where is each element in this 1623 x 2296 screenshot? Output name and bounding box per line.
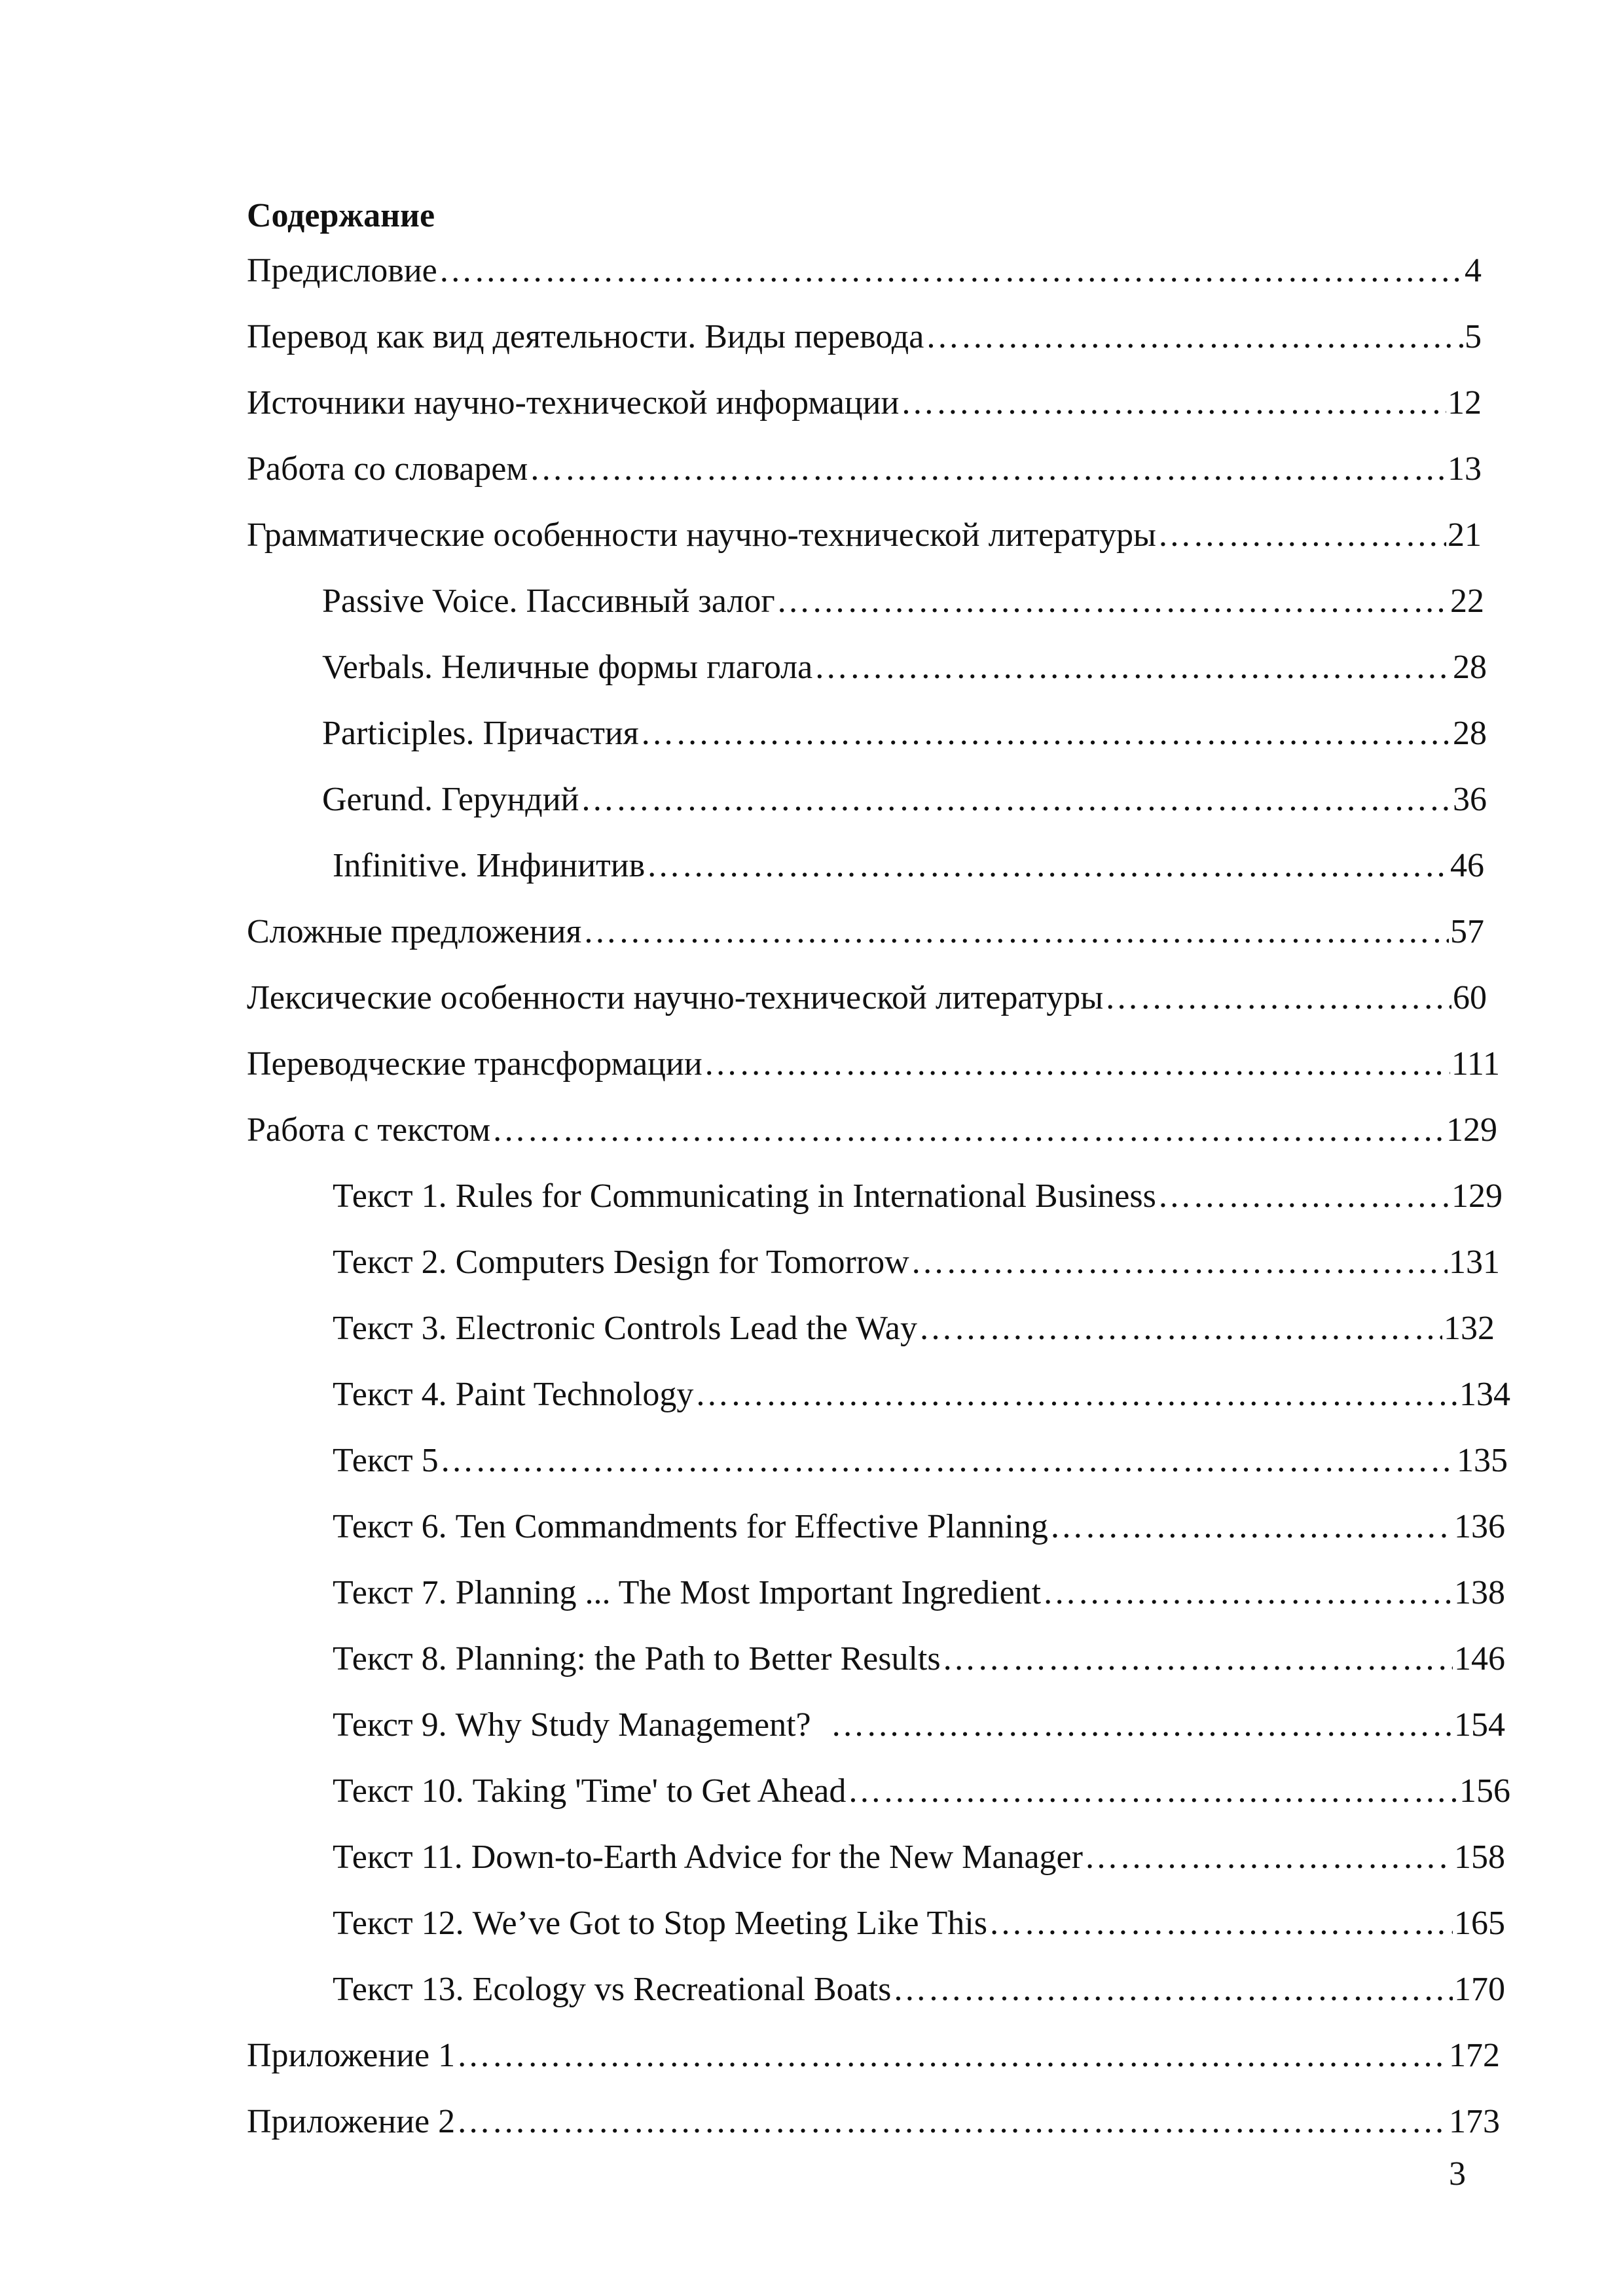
dot-leader <box>1158 514 1446 556</box>
dot-leader <box>892 1969 1453 2011</box>
dot-leader <box>847 1770 1458 1812</box>
toc-entry-title: Infinitive. Инфинитив <box>333 847 646 884</box>
toc-entry-title: Текст 6. Ten Commandments for Effective Planning <box>333 1508 1048 1545</box>
toc-entry-page: 136 <box>1454 1508 1505 1545</box>
toc-entry-page: 46 <box>1450 847 1484 884</box>
toc-entry-title: Текст 1. Rules for Communicating in International Business <box>333 1177 1156 1215</box>
toc-entry-page: 57 <box>1450 913 1484 950</box>
page-number: 3 <box>1449 2155 1466 2193</box>
toc-entry-page: 132 <box>1444 1310 1495 1347</box>
toc-entry-title: Текст 11. Down-to-Earth Advice for the New Manager <box>333 1839 1083 1876</box>
toc-entry-title: Текст 13. Ecology vs Recreational Boats <box>333 1971 892 2008</box>
toc-entry-title: Текст 7. Planning ... The Most Important Ingredient <box>333 1574 1042 1611</box>
toc-entry-page: 36 <box>1453 781 1487 818</box>
toc-entry[interactable] <box>247 382 1482 424</box>
toc-entry-page: 4 <box>1465 252 1482 289</box>
dot-leader <box>814 647 1451 689</box>
toc-entry[interactable] <box>333 1638 1505 1680</box>
toc-entry-page: 28 <box>1453 649 1487 686</box>
toc-entry-page: 60 <box>1453 979 1487 1016</box>
toc-entry-title: Приложение 1 <box>247 2037 456 2074</box>
dot-leader <box>1084 1837 1453 1878</box>
toc-entry-page: 12 <box>1448 384 1482 422</box>
toc-heading: Содержание <box>247 197 435 234</box>
dot-leader <box>1049 1506 1453 1548</box>
toc-entry-title: Сложные предложения <box>247 913 582 950</box>
dot-leader <box>695 1374 1458 1416</box>
toc-entry[interactable] <box>333 1175 1503 1217</box>
toc-entry[interactable] <box>322 581 1484 622</box>
dot-leader <box>1158 1175 1450 1217</box>
toc-entry[interactable] <box>247 1043 1500 1085</box>
toc-entry-title: Текст 3. Electronic Controls Lead the Way <box>333 1310 917 1347</box>
toc-entry-page: 158 <box>1454 1839 1505 1876</box>
dot-leader <box>456 2101 1448 2143</box>
toc-entry[interactable] <box>247 514 1482 556</box>
dot-leader <box>831 1704 1453 1746</box>
toc-entry-title: Passive Voice. Пассивный залог <box>322 583 775 620</box>
toc-entry-title: Текст 2. Computers Design for Tomorrow <box>333 1244 909 1281</box>
toc-entry-title: Предисловие <box>247 252 437 289</box>
toc-entry-title: Лексические особенности научно-технической литературы <box>247 979 1104 1016</box>
dot-leader <box>919 1308 1442 1350</box>
dot-leader <box>583 911 1449 953</box>
toc-entry-page: 13 <box>1448 450 1482 488</box>
toc-entry[interactable] <box>333 1374 1510 1416</box>
toc-entry[interactable] <box>247 448 1482 490</box>
toc-entry[interactable] <box>333 1837 1505 1878</box>
toc-entry[interactable] <box>333 1770 1510 1812</box>
dot-leader <box>456 2035 1448 2077</box>
toc-entry[interactable] <box>333 1572 1505 1614</box>
toc-entry[interactable] <box>247 1109 1497 1151</box>
toc-entry[interactable] <box>247 316 1482 358</box>
dot-leader <box>942 1638 1453 1680</box>
toc-entry-page: 170 <box>1454 1971 1505 2008</box>
toc-entry-page: 172 <box>1449 2037 1500 2074</box>
toc-entry-title: Приложение 2 <box>247 2103 456 2140</box>
toc-entry[interactable] <box>247 250 1482 292</box>
dot-leader <box>492 1109 1445 1151</box>
toc-entry-page: 146 <box>1454 1640 1505 1677</box>
toc-entry-page: 154 <box>1454 1706 1505 1744</box>
toc-entry-page: 129 <box>1446 1111 1497 1149</box>
dot-leader <box>776 581 1449 622</box>
toc-entry-title: Текст 10. Taking 'Time' to Get Ahead <box>333 1772 847 1810</box>
toc-entry-title: Текст 9. Why Study Management? <box>333 1706 811 1744</box>
toc-entry-page: 129 <box>1451 1177 1503 1215</box>
toc-entry-page: 156 <box>1459 1772 1510 1810</box>
dot-leader <box>989 1903 1453 1945</box>
toc-entry[interactable] <box>333 1903 1505 1945</box>
toc-entry-title: Источники научно-технической информации <box>247 384 900 422</box>
toc-entry-page: 138 <box>1454 1574 1505 1611</box>
toc-entry-page: 173 <box>1449 2103 1500 2140</box>
toc-entry[interactable] <box>333 1308 1495 1350</box>
toc-entry[interactable] <box>333 1440 1508 1482</box>
toc-entry-title: Переводческие трансформации <box>247 1045 702 1083</box>
toc-entry-title: Текст 8. Planning: the Path to Better Results <box>333 1640 941 1677</box>
toc-entry-title: Gerund. Герундий <box>322 781 579 818</box>
toc-entry[interactable] <box>247 2035 1500 2077</box>
dot-leader <box>1104 977 1451 1019</box>
dot-leader <box>911 1242 1448 1283</box>
toc-entry[interactable] <box>322 713 1487 755</box>
dot-leader <box>1042 1572 1453 1614</box>
dot-leader <box>704 1043 1450 1085</box>
dot-leader <box>925 316 1463 358</box>
dot-leader <box>440 1440 1455 1482</box>
toc-entry[interactable] <box>333 1704 1505 1746</box>
dot-leader <box>439 250 1463 292</box>
toc-entry-title: Текст 4. Paint Technology <box>333 1376 694 1413</box>
toc-entry-title: Работа с текстом <box>247 1111 491 1149</box>
dot-leader <box>580 779 1451 821</box>
toc-entry[interactable] <box>333 1242 1500 1283</box>
toc-entry[interactable] <box>322 779 1487 821</box>
toc-entry[interactable] <box>322 647 1487 689</box>
toc-entry-title: Грамматические особенности научно-технической литературы <box>247 516 1156 554</box>
toc-entry-page: 22 <box>1450 583 1484 620</box>
toc-entry-page: 5 <box>1465 318 1482 355</box>
toc-entry-title: Verbals. Неличные формы глагола <box>322 649 813 686</box>
toc-entry-title: Текст 12. We’ve Got to Stop Meeting Like This <box>333 1905 987 1942</box>
toc-entry-page: 134 <box>1459 1376 1510 1413</box>
dot-leader <box>640 713 1451 755</box>
toc-entry-title: Текст 5 <box>333 1442 439 1479</box>
toc-entry[interactable] <box>333 1506 1505 1548</box>
toc-entry-page: 21 <box>1448 516 1482 554</box>
toc-entry[interactable] <box>247 2101 1500 2143</box>
toc-entry-page: 165 <box>1454 1905 1505 1942</box>
toc-entry[interactable] <box>247 977 1487 1019</box>
toc-entry-title: Работа со словарем <box>247 450 528 488</box>
toc-entry[interactable] <box>247 911 1484 953</box>
toc-entry-page: 135 <box>1457 1442 1508 1479</box>
toc-entry-title: Перевод как вид деятельности. Виды перевода <box>247 318 924 355</box>
toc-entry-page: 111 <box>1451 1045 1500 1083</box>
toc-entry-page: 131 <box>1449 1244 1500 1281</box>
toc-entry-title: Participles. Причастия <box>322 715 639 752</box>
dot-leader <box>900 382 1446 424</box>
dot-leader <box>529 448 1446 490</box>
toc-entry[interactable] <box>333 845 1484 887</box>
toc-entry-page: 28 <box>1453 715 1487 752</box>
dot-leader <box>646 845 1449 887</box>
toc-entry[interactable] <box>333 1969 1505 2011</box>
